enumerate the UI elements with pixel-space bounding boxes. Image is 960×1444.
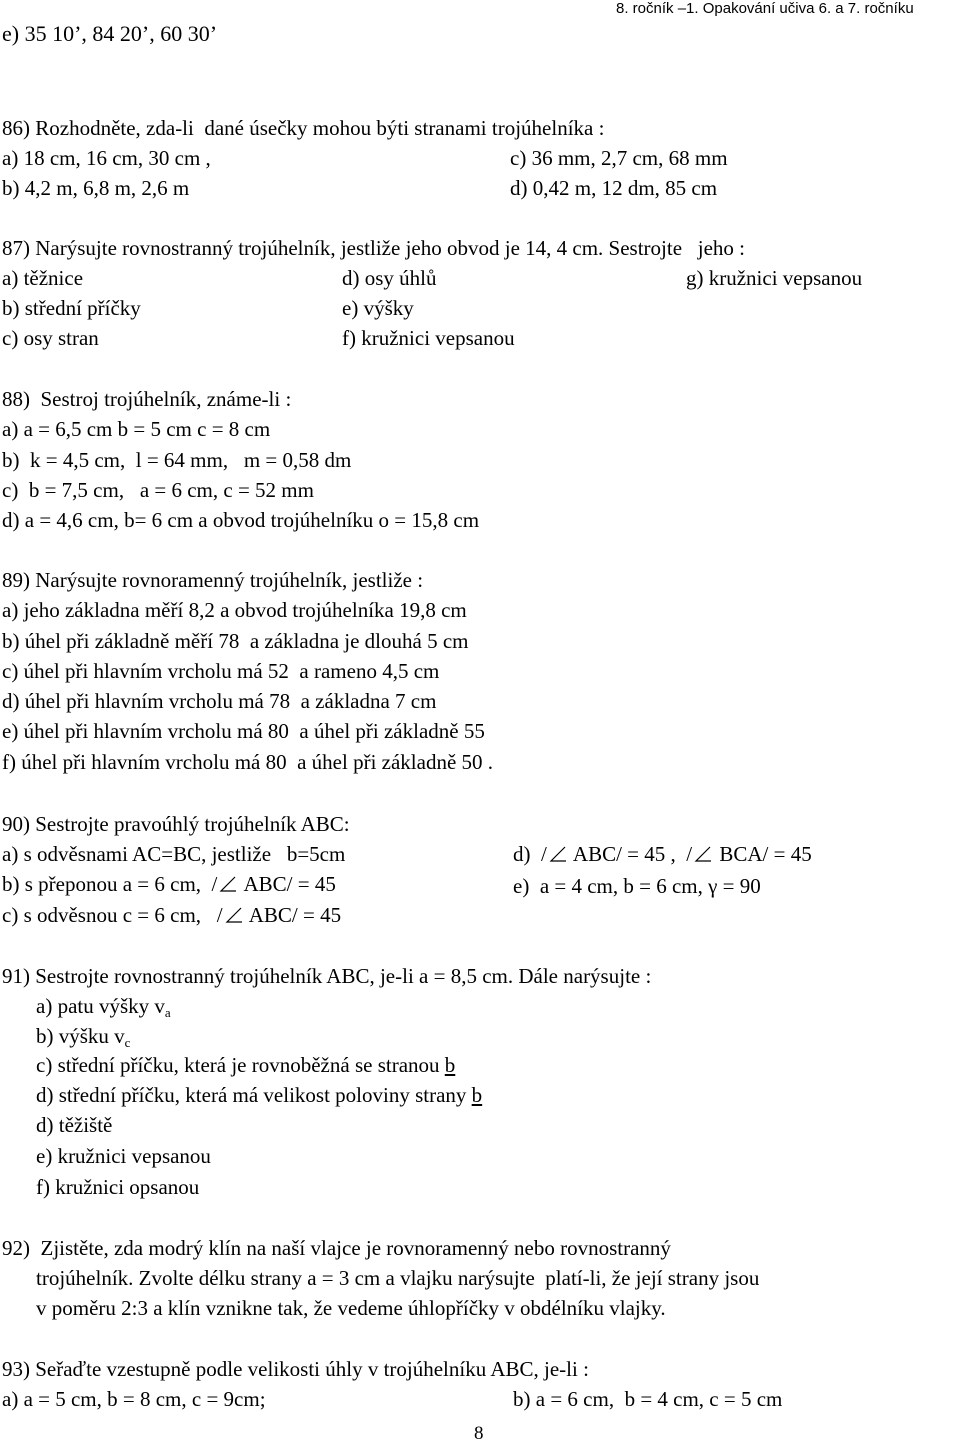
problem-89-f: f) úhel při hlavním vrcholu má 80 a úhel při základně 50 .: [2, 750, 494, 774]
problem-89-b: b) úhel při základně měří 78 a základna je dlouhá 5 cm: [2, 629, 469, 653]
problem-92-line2: trojúhelník. Zvolte délku strany a = 3 cm a vlajku narýsujte platí-li, že její strany jsou: [36, 1266, 760, 1290]
problem-91-b: b) výšku $v_c$: [36, 1024, 131, 1050]
problem-88-c: c) b = 7,5 cm, a = 6 cm, c = 52 mm: [2, 478, 314, 502]
problem-87-f: f) kružnici vepsanou: [342, 326, 515, 350]
problem-88-title: 88) Sestroj trojúhelník, známe-li :: [2, 387, 292, 411]
problem-92-line3: v poměru 2:3 a klín vznikne tak, že vedeme úhlopříčky v obdélníku vlajky.: [36, 1296, 666, 1320]
problem-91-d: d) střední příčku, která má velikost poloviny strany b: [36, 1083, 483, 1107]
problem-91-a: a) patu výšky $v_a$: [36, 994, 171, 1020]
problem-86-c: c) 36 mm, 2,7 cm, 68 mm: [510, 146, 728, 170]
problem-87-d: d) osy úhlů: [342, 266, 437, 290]
problem-90-e: e) a = 4 cm, b = 6 cm, γ = 90: [513, 874, 761, 898]
problem-86-title: 86) Rozhodněte, zda-li dané úsečky mohou býti stranami trojúhelníka :: [2, 116, 605, 140]
problem-92-line1: 92) Zjistěte, zda modrý klín na naší vlajce je rovnoramenný nebo rovnostranný: [2, 1236, 671, 1260]
angle-icon: [219, 876, 237, 892]
problem-88-b: b) k = 4,5 cm, l = 64 mm, m = 0,58 dm: [2, 448, 352, 472]
angle-icon: [225, 907, 243, 923]
problem-89-e: e) úhel při hlavním vrcholu má 80 a úhel při základně 55: [2, 719, 485, 743]
problem-86-b: b) 4,2 m, 6,8 m, 2,6 m: [2, 176, 190, 200]
problem-91-c: c) střední příčku, která je rovnoběžná se stranou b: [36, 1053, 456, 1077]
problem-91-f: f) kružnici opsanou: [36, 1175, 200, 1199]
problem-88-a: a) a = 6,5 cm b = 5 cm c = 8 cm: [2, 417, 271, 441]
page-header: 8. ročník –1. Opakování učiva 6. a 7. ročníku: [616, 0, 914, 17]
problem-90-title: 90) Sestrojte pravoúhlý trojúhelník ABC:: [2, 812, 350, 836]
problem-89-d: d) úhel při hlavním vrcholu má 78 a základna 7 cm: [2, 689, 437, 713]
problem-93-title: 93) Seřaďte vzestupně podle velikosti úhly v trojúhelníku ABC, je-li :: [2, 1357, 589, 1381]
problem-87-e: e) výšky: [342, 296, 414, 320]
problem-90-c: c) s odvěsnou c = 6 cm, / ABC/ = 45: [2, 903, 342, 927]
problem-87-g: g) kružnici vepsanou: [686, 266, 863, 290]
problem-91-title: 91) Sestrojte rovnostranný trojúhelník ABC, je-li a = 8,5 cm. Dále narýsujte :: [2, 964, 652, 988]
problem-89-c: c) úhel při hlavním vrcholu má 52 a rameno 4,5 cm: [2, 659, 440, 683]
problem-89-title: 89) Narýsujte rovnoramenný trojúhelník, jestliže :: [2, 568, 424, 592]
problem-93-a: a) a = 5 cm, b = 8 cm, c = 9cm;: [2, 1387, 266, 1411]
problem-91-d2: d) těžiště: [36, 1113, 113, 1137]
problem-87-c: c) osy stran: [2, 326, 99, 350]
problem-86-a: a) 18 cm, 16 cm, 30 cm ,: [2, 146, 211, 170]
page-number: 8: [474, 1423, 484, 1444]
prev-item-e: e) 35 10’, 84 20’, 60 30’: [2, 21, 218, 46]
problem-93-b: b) a = 6 cm, b = 4 cm, c = 5 cm: [513, 1387, 783, 1411]
problem-87-a: a) těžnice: [2, 266, 84, 290]
problem-88-d: d) a = 4,6 cm, b= 6 cm a obvod trojúhelníku o = 15,8 cm: [2, 508, 480, 532]
problem-90-d: d) / ABC/ = 45 , / BCA/ = 45: [513, 842, 812, 866]
problem-87-b: b) střední příčky: [2, 296, 141, 320]
problem-89-a: a) jeho základna měří 8,2 a obvod trojúhelníka 19,8 cm: [2, 598, 467, 622]
angle-icon: [694, 846, 712, 862]
problem-91-e: e) kružnici vepsanou: [36, 1144, 211, 1168]
problem-90-b: b) s přeponou a = 6 cm, / ABC/ = 45: [2, 872, 336, 896]
angle-icon: [549, 846, 567, 862]
problem-90-a: a) s odvěsnami AC=BC, jestliže b=5cm: [2, 842, 346, 866]
problem-86-d: d) 0,42 m, 12 dm, 85 cm: [510, 176, 718, 200]
problem-87-title: 87) Narýsujte rovnostranný trojúhelník, jestliže jeho obvod je 14, 4 cm. Sestrojte jeho :: [2, 236, 746, 260]
